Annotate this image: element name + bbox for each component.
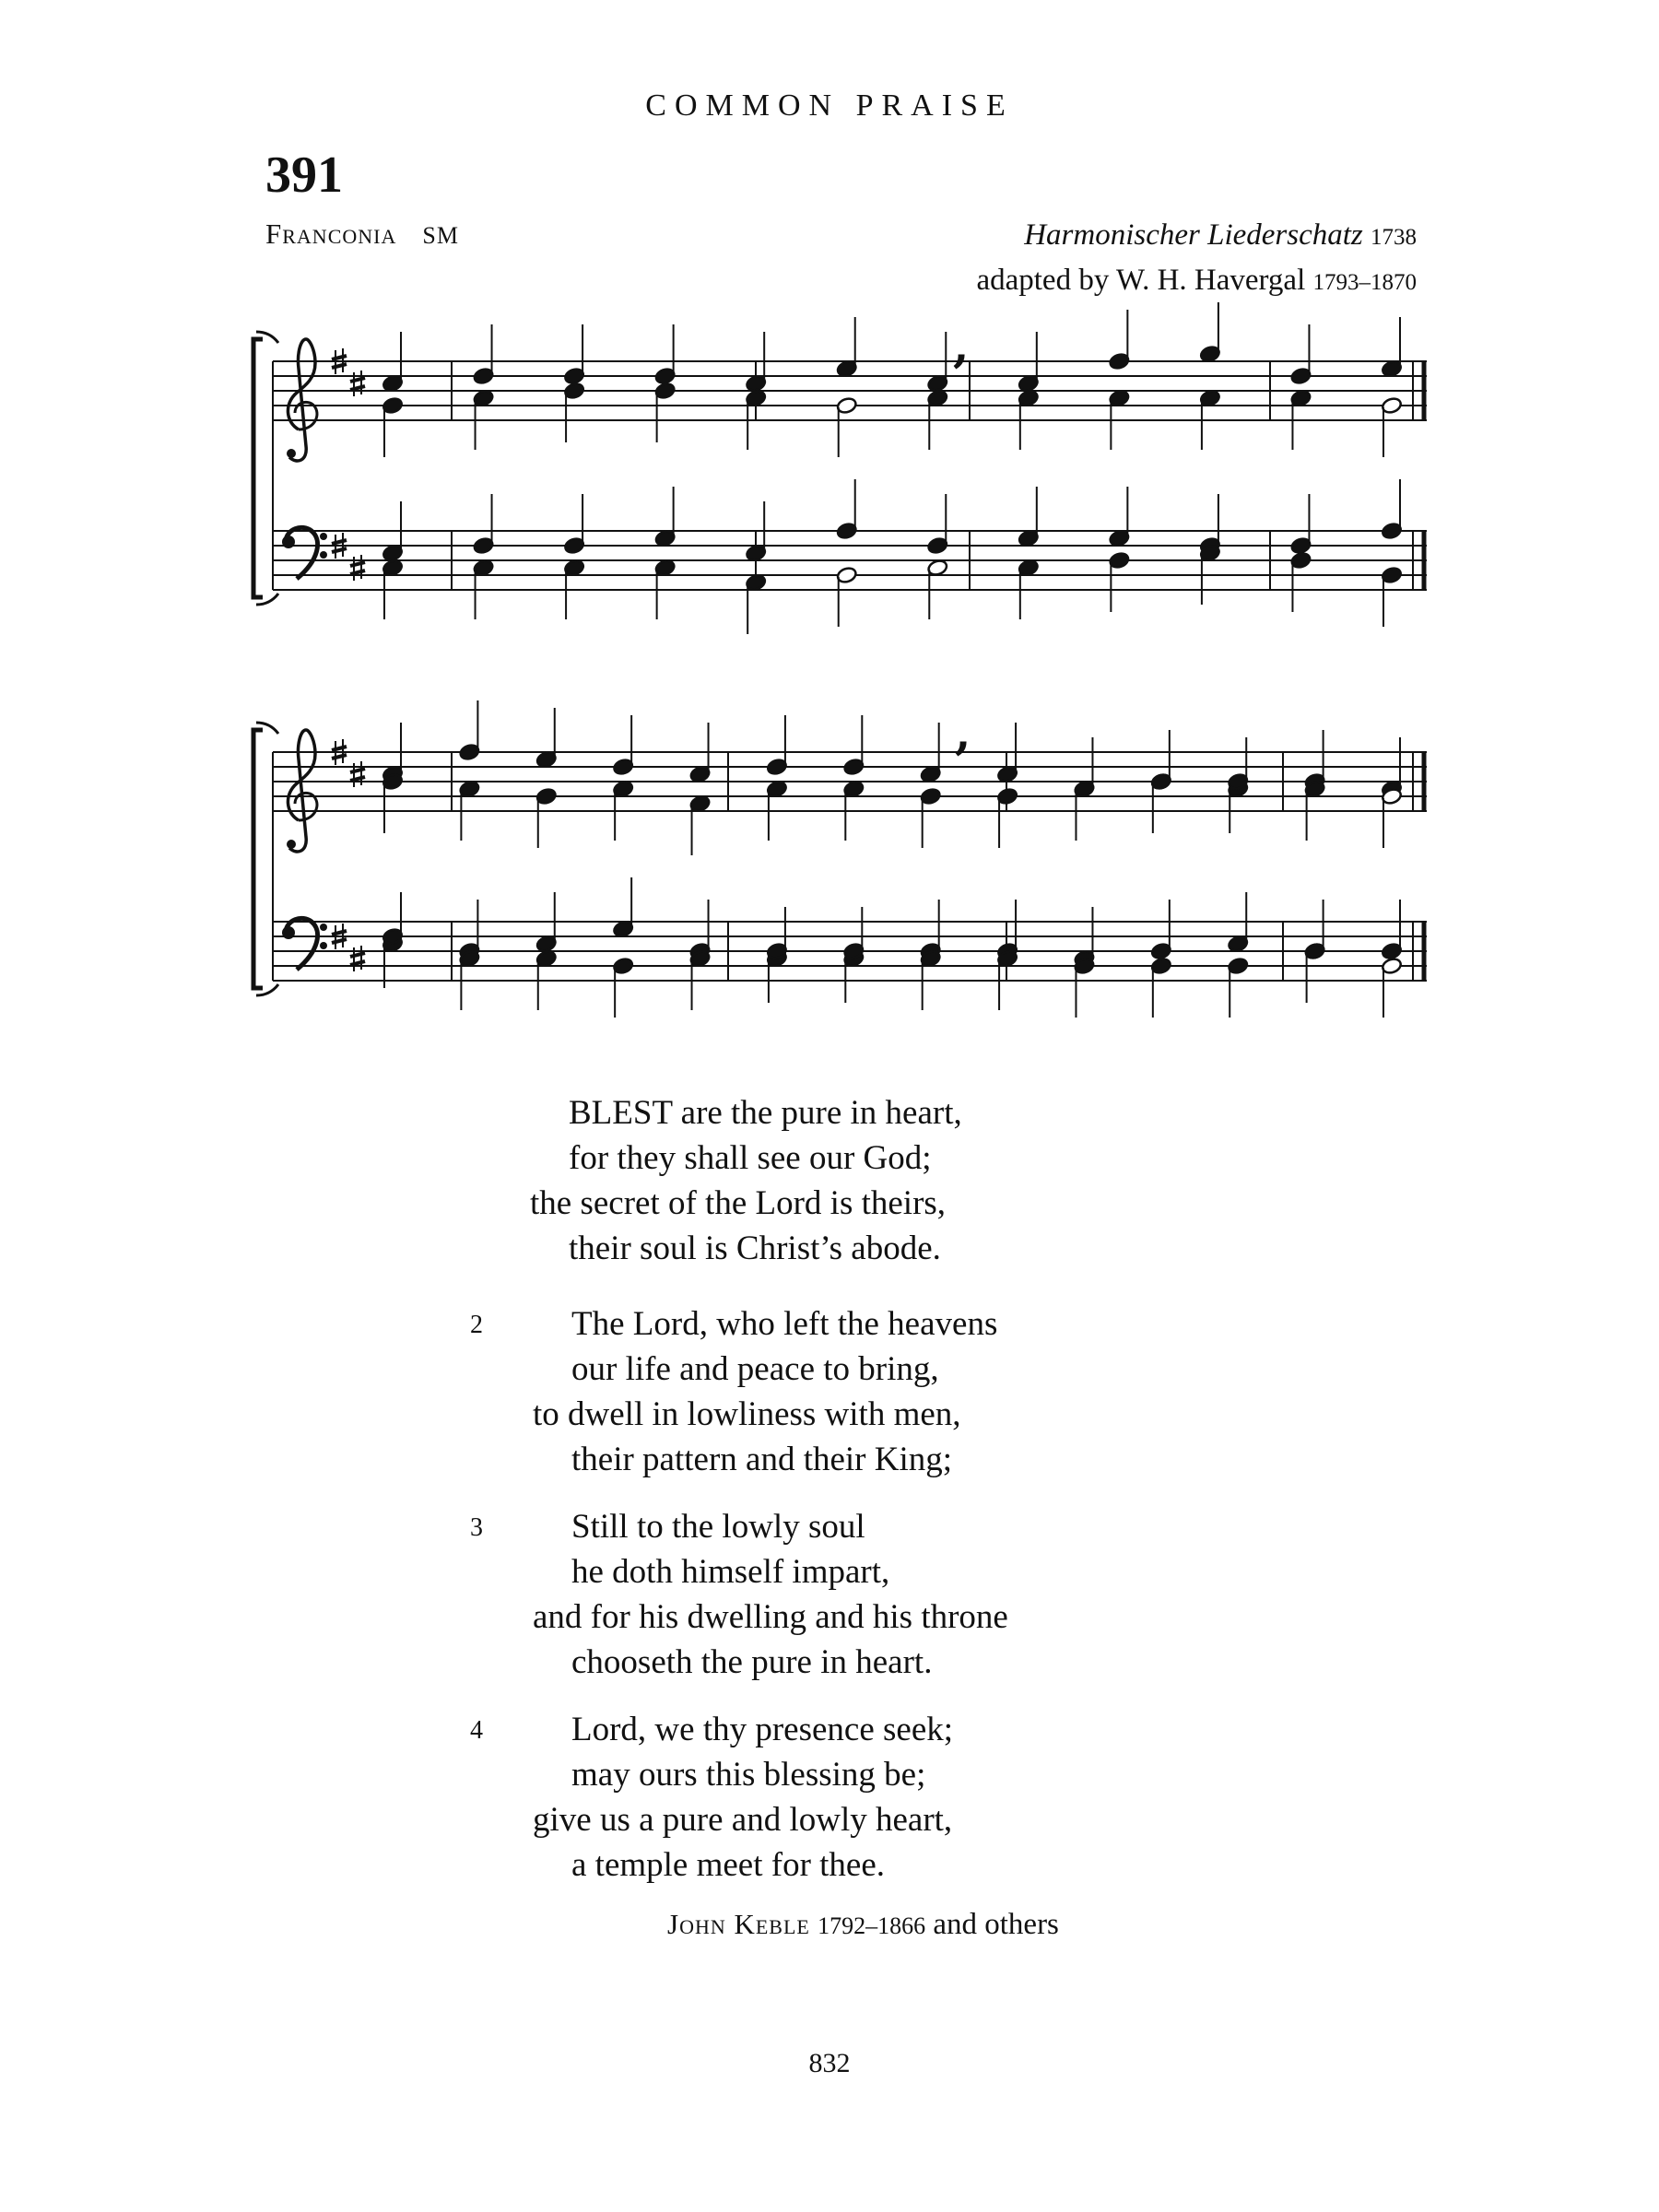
author-dates: 1792–1866 [818, 1912, 926, 1939]
bass-clef-icon [282, 918, 327, 970]
page-number: 832 [808, 2048, 851, 2078]
score-system-1 [253, 318, 1427, 605]
source-year: 1738 [1371, 225, 1417, 250]
author-name: John Keble [667, 1908, 810, 1940]
treble-clef-icon [287, 730, 317, 852]
music-score [0, 0, 1659, 1032]
tune-name: Franconia [265, 218, 397, 250]
running-head: COMMON PRAISE [645, 88, 1014, 123]
sharp-icon [350, 946, 365, 971]
sharp-icon [350, 555, 365, 581]
adapter-dates: 1793–1870 [1312, 270, 1417, 295]
verse-line: for they shall see our God; [569, 1139, 932, 1177]
bass-clef-icon [282, 527, 327, 579]
adapter: adapted by W. H. Havergal [976, 264, 1306, 297]
verse-4 [461, 1707, 953, 1888]
verse-3 [461, 1504, 1008, 1685]
verse-line: their pattern and their King; [571, 1441, 953, 1478]
notes-layer [382, 302, 1403, 1018]
verse-line: BLEST are the pure in heart, [569, 1094, 962, 1132]
verse-number: 3 [470, 1513, 483, 1542]
sharp-icon [350, 761, 365, 787]
meter: SM [422, 222, 459, 249]
hymn-number: 391 [265, 147, 343, 204]
verse-line: our life and peace to bring, [571, 1350, 939, 1388]
verse-line: to dwell in lowliness with men, [533, 1395, 961, 1433]
verse-line: Still to the lowly soul [571, 1508, 865, 1546]
source-title: Harmonischer Liederschatz [1024, 218, 1363, 252]
verse-line: The Lord, who left the heavens [571, 1305, 998, 1343]
verse-number: 2 [470, 1311, 483, 1339]
breath-mark-icon: , [953, 318, 970, 372]
breath-mark-icon: , [955, 705, 971, 759]
verse-1 [461, 1090, 962, 1271]
score-system-2 [253, 705, 1427, 995]
verse-line: chooseth the pure in heart. [571, 1643, 933, 1681]
verse-line: may ours this blessing be; [571, 1756, 926, 1794]
attribution-suffix: and others [933, 1908, 1059, 1941]
verse-line: a temple meet for thee. [571, 1846, 886, 1884]
text-attribution [667, 1908, 1059, 1942]
verse-2 [461, 1301, 997, 1482]
treble-clef-icon [287, 339, 317, 461]
verse-number: 4 [470, 1716, 483, 1745]
verse-line: give us a pure and lowly heart, [533, 1801, 953, 1839]
verse-line: their soul is Christ’s abode. [569, 1230, 941, 1267]
sharp-icon [350, 371, 365, 396]
verse-line: and for his dwelling and his throne [533, 1598, 1008, 1636]
verse-line: Lord, we thy presence seek; [571, 1711, 954, 1748]
verse-line: he doth himself impart, [571, 1553, 890, 1591]
verse-line: the secret of the Lord is theirs, [530, 1184, 947, 1222]
